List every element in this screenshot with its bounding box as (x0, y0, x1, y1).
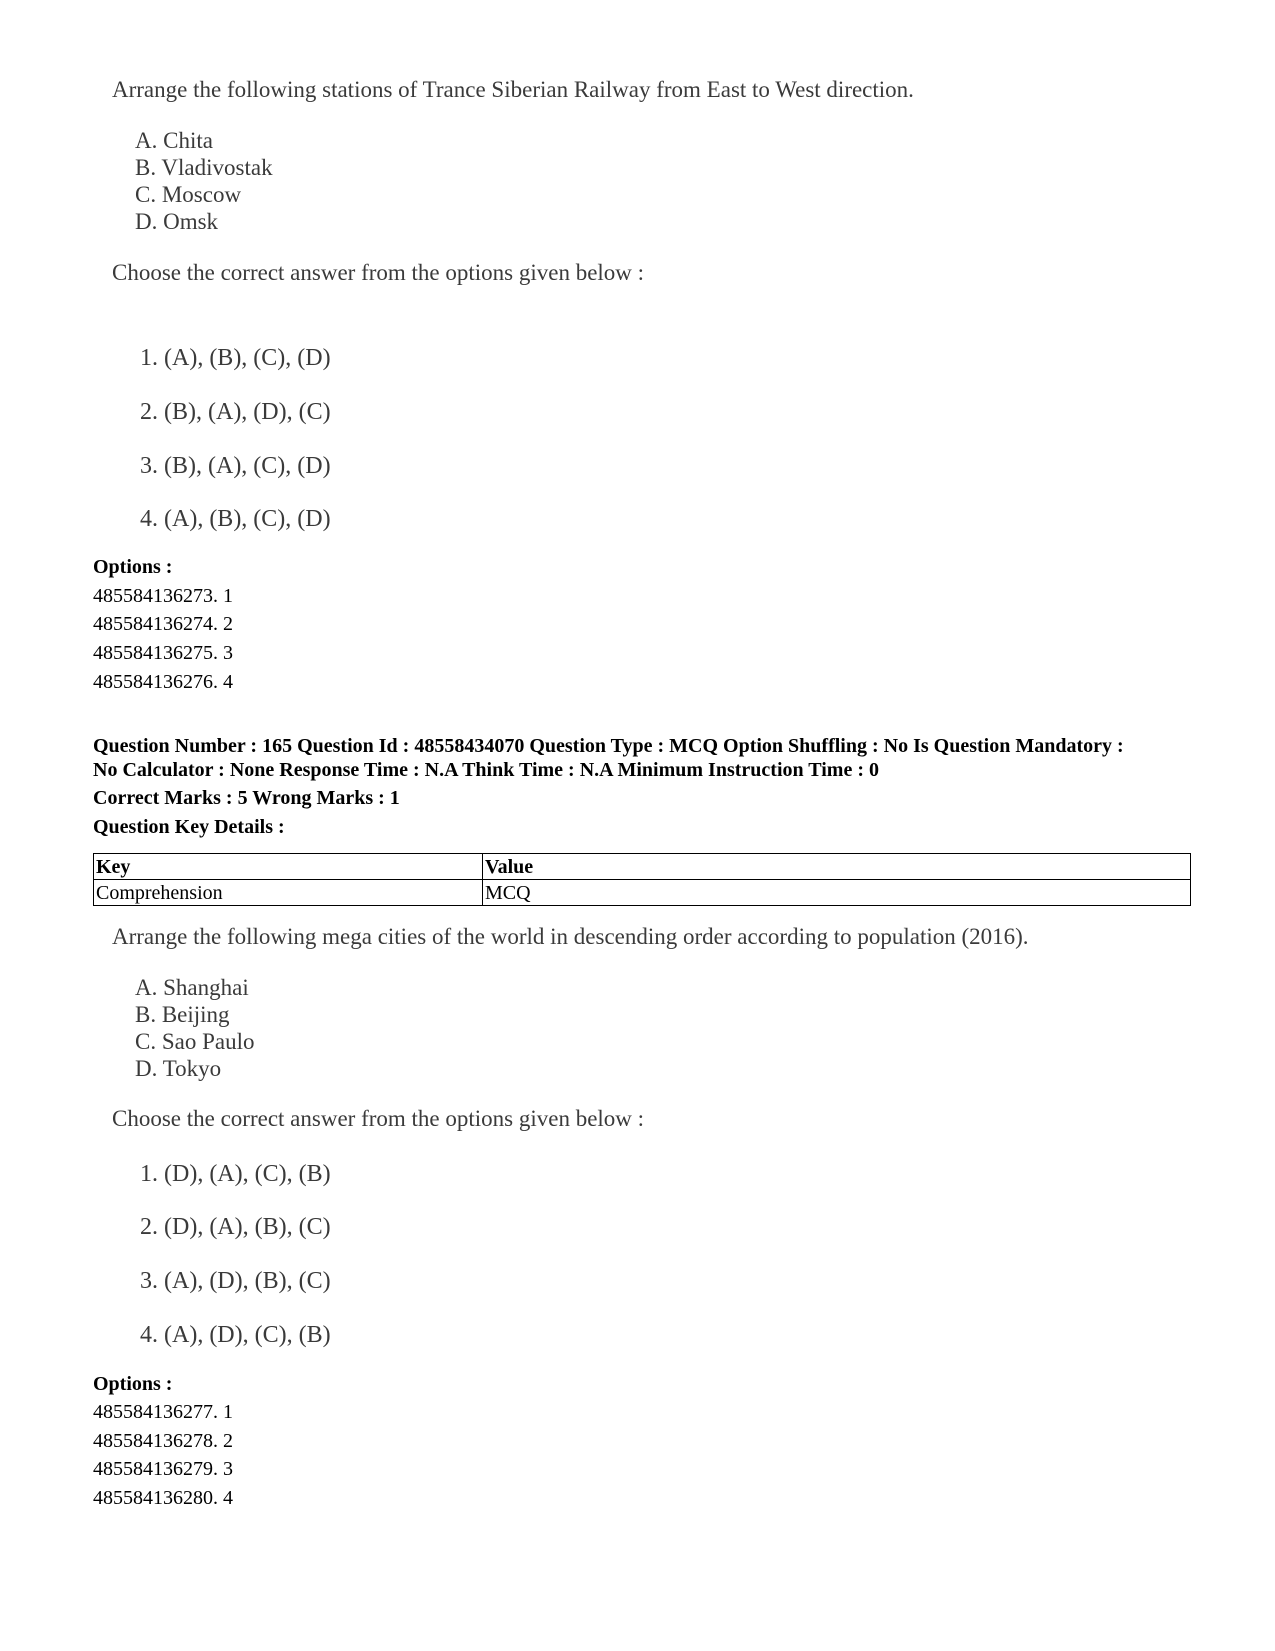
question-2-key-details-label: Question Key Details : (93, 816, 285, 838)
question-1-choice-1: 1. (A), (B), (C), (D) (140, 345, 331, 371)
question-1-prompt: Arrange the following stations of Trance Siberian Railway from East to West direction. (112, 77, 914, 102)
question-2-meta-line-1: Question Number : 165 Question Id : 48558434070 Question Type : MCQ Option Shuffling : No Is Question Mandatory : (93, 735, 1124, 757)
question-1-option-id-4: 485584136276. 4 (93, 671, 233, 693)
question-1-choice-4: 4. (A), (B), (C), (D) (140, 506, 331, 532)
question-2-meta (93, 734, 1203, 782)
question-1-item-c: C. Moscow (135, 182, 242, 207)
question-2-option-id-1: 485584136277. 1 (93, 1401, 233, 1423)
key-table-header-row (94, 854, 1191, 880)
question-1-options-label: Options : (93, 556, 173, 578)
question-1-option-id-1: 485584136273. 1 (93, 585, 233, 607)
question-2-choice-1: 1. (D), (A), (C), (B) (140, 1161, 331, 1187)
question-key-table (93, 853, 1191, 906)
question-2-choice-3: 3. (A), (D), (B), (C) (140, 1268, 331, 1294)
question-2-option-id-2: 485584136278. 2 (93, 1430, 233, 1452)
key-table-cell-key: Comprehension (94, 880, 483, 906)
question-2-item-c: C. Sao Paulo (135, 1029, 255, 1054)
question-1-instruction: Choose the correct answer from the options given below : (112, 260, 645, 285)
key-table-row (94, 880, 1191, 906)
question-1-choice-3: 3. (B), (A), (C), (D) (140, 453, 331, 479)
question-2-item-d: D. Tokyo (135, 1056, 222, 1081)
question-1-item-b: B. Vladivostak (135, 155, 273, 180)
key-table-header-value: Value (483, 854, 1191, 880)
question-2-choice-2: 2. (D), (A), (B), (C) (140, 1214, 331, 1240)
question-2-marks: Correct Marks : 5 Wrong Marks : 1 (93, 787, 400, 809)
key-table-header-key: Key (94, 854, 483, 880)
question-2-choice-4: 4. (A), (D), (C), (B) (140, 1322, 331, 1348)
question-2-prompt: Arrange the following mega cities of the world in descending order according to population (2016). (112, 924, 1029, 949)
question-1-item-a: A. Chita (135, 128, 213, 153)
question-2-instruction: Choose the correct answer from the options given below : (112, 1106, 645, 1131)
question-2-meta-line-2: No Calculator : None Response Time : N.A Think Time : N.A Minimum Instruction Time : 0 (93, 759, 879, 781)
key-table-cell-value: MCQ (483, 880, 1191, 906)
question-1-item-d: D. Omsk (135, 209, 219, 234)
question-2-option-id-4: 485584136280. 4 (93, 1487, 233, 1509)
question-1-option-id-2: 485584136274. 2 (93, 613, 233, 635)
question-2-item-a: A. Shanghai (135, 975, 249, 1000)
question-2-options-label: Options : (93, 1373, 173, 1395)
question-2-item-b: B. Beijing (135, 1002, 230, 1027)
question-1-option-id-3: 485584136275. 3 (93, 642, 233, 664)
question-2-option-id-3: 485584136279. 3 (93, 1458, 233, 1480)
question-1-choice-2: 2. (B), (A), (D), (C) (140, 399, 331, 425)
